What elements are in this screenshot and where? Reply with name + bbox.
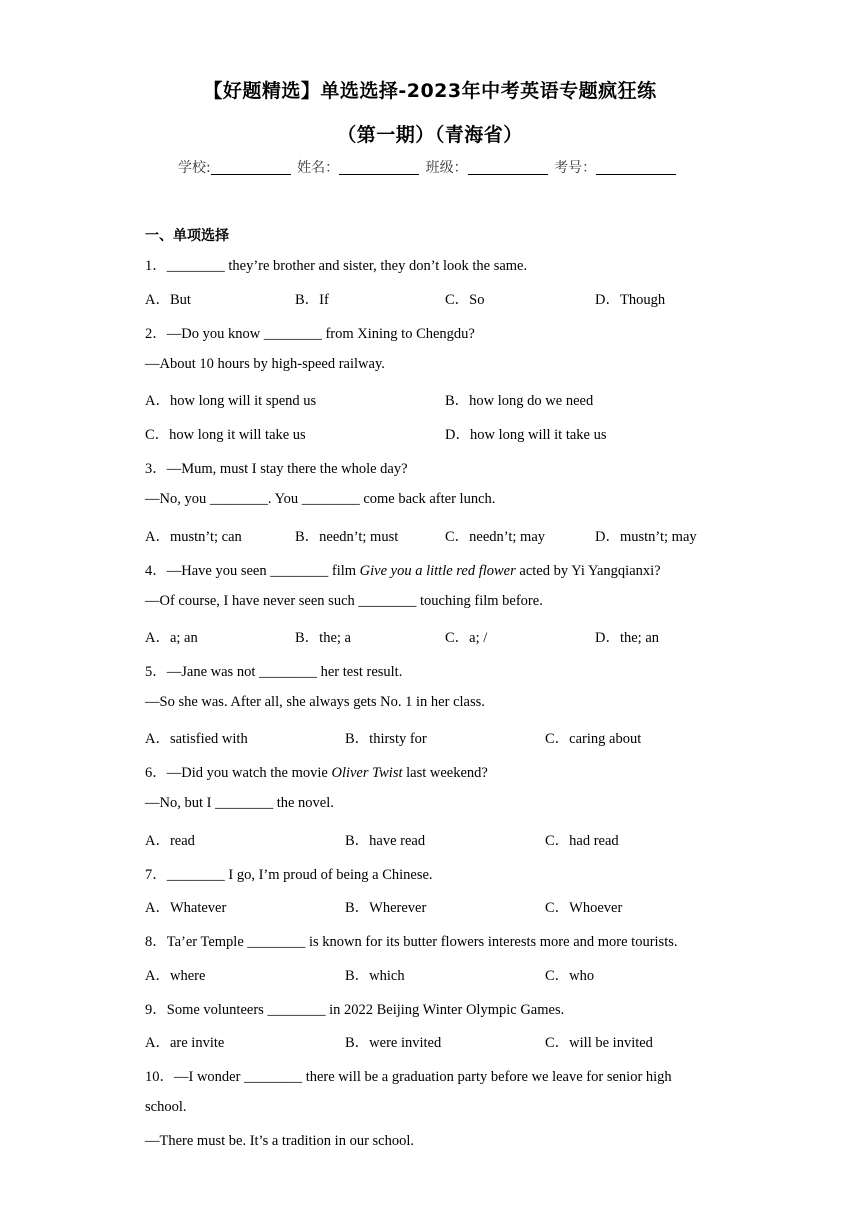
q1-option-d[interactable]: D．Though [595,292,666,308]
question-7-stem: 7．________ I go, I’m proud of being a Chinese. [145,867,433,883]
q1-option-b[interactable]: B．If [295,292,329,308]
q7-option-c[interactable]: C．Whoever [545,900,623,916]
question-6-stem: 6．—Did you watch the movie Oliver Twist last weekend? [145,765,488,781]
q9-option-c[interactable]: C．will be invited [545,1035,653,1051]
q1-option-a[interactable]: A．But [145,292,191,308]
q3-option-b[interactable]: B．needn’t; must [295,529,399,545]
q3-option-d[interactable]: D．mustn’t; may [595,529,697,545]
question-4-stem: 4．—Have you seen ________ film Give you a little red flower acted by Yi Yangqianxi? [145,563,661,579]
q3-option-c[interactable]: C．needn’t; may [445,529,546,545]
question-6-answer: —No, but I ________ the novel. [145,795,334,811]
student-info-row [178,157,678,177]
answer-blank: ________ [166,258,225,274]
answer-blank: ________ [258,664,317,680]
answer-blank: ________ [209,491,268,507]
name-blank[interactable] [339,160,419,175]
answer-blank: ________ [301,491,360,507]
q7-option-a[interactable]: A．Whatever [145,900,227,916]
q8-option-b[interactable]: B．which [345,968,405,984]
q5-option-b[interactable]: B．thirsty for [345,731,427,747]
class-label: 班级： [425,160,468,176]
q5-option-c[interactable]: C．caring about [545,731,642,747]
q7-option-b[interactable]: B．Wherever [345,900,427,916]
answer-blank: ________ [244,1069,303,1085]
q9-option-b[interactable]: B．were invited [345,1035,442,1051]
q4-option-d[interactable]: D．the; an [595,630,660,646]
q4-option-c[interactable]: C．a; / [445,630,488,646]
q3-option-a[interactable]: A．mustn’t; can [145,529,242,545]
exam-number-blank[interactable] [596,160,676,175]
answer-blank: ________ [270,563,329,579]
page-subtitle: （第一期）（青海省） [337,124,523,146]
q9-option-a[interactable]: A．are invite [145,1035,225,1051]
question-5-answer: —So she was. After all, she always gets No. 1 in her class. [145,694,485,710]
answer-blank: ________ [358,593,417,609]
q5-option-a[interactable]: A．satisfied with [145,731,248,747]
q2-option-d[interactable]: D．how long will it take us [445,427,607,443]
name-label: 姓名： [297,160,340,176]
question-8-stem: 8．Ta’er Temple ________ is known for its butter flowers interests more and more tourists. [145,934,678,950]
school-label: 学校: [178,160,211,176]
q2-option-b[interactable]: B．how long do we need [445,393,594,409]
question-3-stem: 3．—Mum, must I stay there the whole day? [145,461,408,477]
q6-option-c[interactable]: C．had read [545,833,619,849]
q8-option-c[interactable]: C．who [545,968,595,984]
q6-option-b[interactable]: B．have read [345,833,426,849]
class-blank[interactable] [468,160,548,175]
question-5-stem: 5．—Jane was not ________ her test result. [145,664,403,680]
question-10-stem: 10．—I wonder ________ there will be a graduation party before we leave for senior high [145,1069,672,1085]
section-title: 一、单项选择 [145,228,229,244]
movie-title: Oliver Twist [331,765,403,781]
answer-blank: ________ [267,1002,326,1018]
question-10-answer: —There must be. It’s a tradition in our school. [145,1133,415,1149]
q2-option-c[interactable]: C．how long it will take us [145,427,306,443]
question-10-stem-continued: school. [145,1099,187,1115]
q6-option-a[interactable]: A．read [145,833,195,849]
question-9-stem: 9．Some volunteers ________ in 2022 Beijing Winter Olympic Games. [145,1002,565,1018]
school-blank[interactable] [211,160,291,175]
answer-blank: ________ [215,795,274,811]
q4-option-b[interactable]: B．the; a [295,630,351,646]
q2-option-a[interactable]: A．how long will it spend us [145,393,317,409]
answer-blank: ________ [166,867,225,883]
answer-blank: ________ [263,326,322,342]
question-2-stem: 2．—Do you know ________ from Xining to Chengdu? [145,326,475,342]
q4-option-a[interactable]: A．a; an [145,630,198,646]
exam-number-label: 考号： [554,160,597,176]
question-4-answer: —Of course, I have never seen such ________ touching film before. [145,593,543,609]
page-title: 【好题精选】单选选择-2023年中考英语专题疯狂练 [203,80,657,102]
question-3-answer: —No, you ________. You ________ come back after lunch. [145,491,496,507]
question-2-answer: —About 10 hours by high-speed railway. [145,356,385,372]
film-title: Give you a little red flower [359,563,516,579]
answer-blank: ________ [247,934,306,950]
q1-option-c[interactable]: C．So [445,292,485,308]
q8-option-a[interactable]: A．where [145,968,206,984]
question-1-stem: 1．________ they’re brother and sister, they don’t look the same. [145,258,528,274]
